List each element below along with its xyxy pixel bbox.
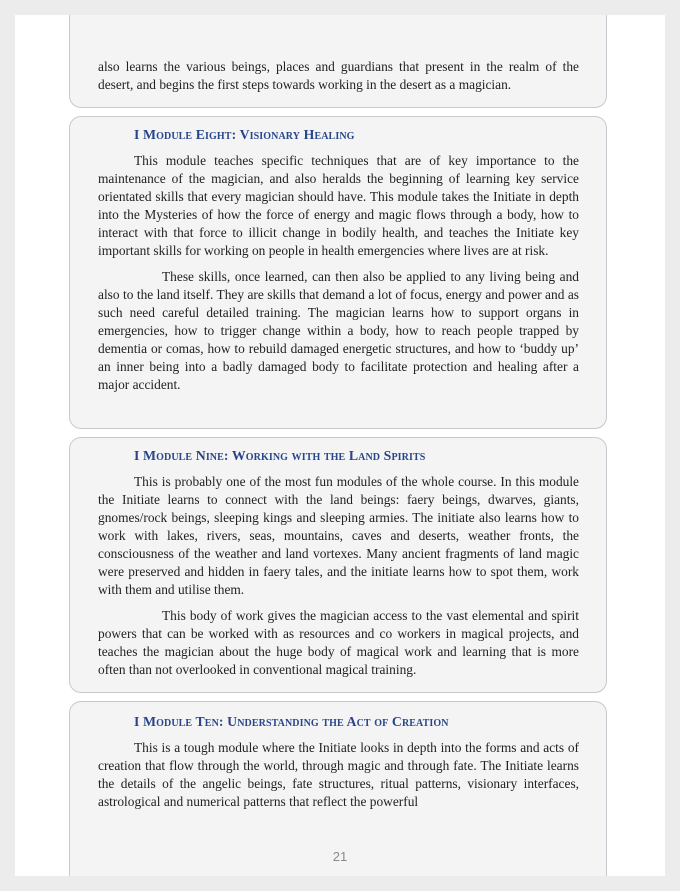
- module-eight-paragraph-1: This module teaches specific techniques that are of key importance to the maintenance of the magician, and also heralds the beginning of learning key service orientated skills that every magician should have. This module takes the Initiate in depth into the Mysteries of how the force of energy and magic flows through a body, how to interact with that force to illicit change in bodily health, and teaches the Initiate key important skills for working on people in health emergencies where lives are at risk.: [98, 153, 579, 258]
- module-ten-paragraph-1: This is a tough module where the Initiate looks in depth into the forms and acts of creation that flow through the world, through magic and through fate. The Initiate learns the details of the angelic beings, fate structures, ritual patterns, visionary interfaces, astrological and numerical patterns that reflect the powerful: [98, 740, 579, 809]
- module-nine-box: [69, 437, 607, 693]
- intro-paragraph: also learns the various beings, places and guardians that present in the realm of the desert, and begins the first steps towards working in the desert as a magician.: [98, 59, 579, 92]
- module-nine-paragraph-1: This is probably one of the most fun modules of the whole course. In this module the Initiate learns to connect with the land beings: faery beings, dwarves, giants, gnomes/rock beings, sleeping kings and sleeping armies. The initiate also learns how to work with lakes, rivers, seas, mountains, caves and deserts, weather fronts, the consciousness of the weather and land vortexes. Many ancient fragments of land magic were preserved and hidden in faery tales, and the initiate learns how to spot them, work with them and utilise them.: [98, 474, 579, 597]
- page-number: 21: [332, 849, 348, 864]
- module-eight-paragraph-2: These skills, once learned, can then also be applied to any living being and also to the land itself. They are skills that demand a lot of focus, energy and power and as such need careful detailed training. The magician learns how to support organs in emergencies, how to trigger change within a body, how to reach people trapped by dementia or comas, how to rebuild damaged energetic structures, and how to ‘buddy up’ an inner being into a badly damaged body to facilitate protection and healing after a major accident.: [98, 269, 579, 392]
- module-nine-paragraph-2: This body of work gives the magician access to the vast elemental and spirit powers that can be worked with as resources and co workers in magical projects, and teaches the magician about the huge body of magical work and learning that is more often than not overlooked in conventional magical training.: [98, 608, 579, 677]
- document-page: [15, 15, 665, 876]
- module-eight-heading: I Module Eight: Visionary Healing: [134, 127, 355, 142]
- module-eight-box: [69, 116, 607, 429]
- module-nine-heading: I Module Nine: Working with the Land Spirits: [134, 448, 426, 463]
- module-ten-heading: I Module Ten: Understanding the Act of Creation: [134, 714, 449, 729]
- intro-box: [69, 15, 607, 108]
